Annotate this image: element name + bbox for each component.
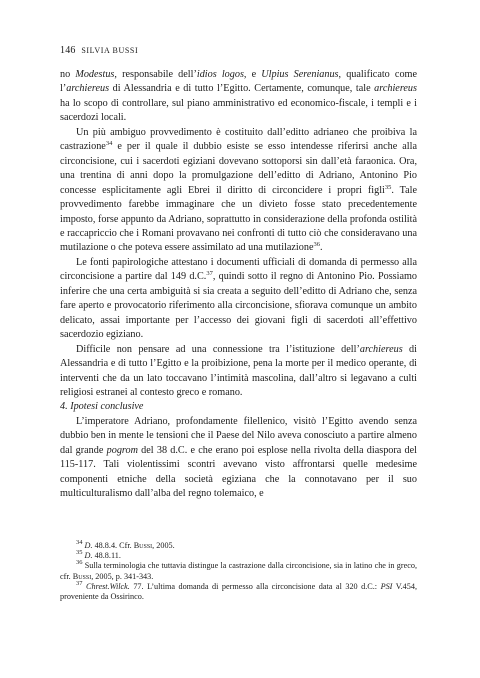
section-heading: 4. Ipotesi conclusive [60,401,144,413]
footnote [60,541,417,551]
italic-text: D. [84,541,93,550]
paragraph [60,343,417,401]
italic-text: Ulpius Serenianus [261,69,339,80]
footnote-ref: 36 [313,241,320,249]
text-run: V.454, proveniente da Ossirinco. [60,581,417,602]
italic-text: archiereus [66,83,110,95]
text-run: Difficile non pensare ad una connessione tra l’istituzione dell’ [76,343,360,355]
author-name: Bussi [72,571,92,581]
text-run: Un più ambiguo provvedimento è costituito dall’editto adrianeo che proibiva la castrazione [60,126,417,153]
text-run: Sulla terminologia che tuttavia distingue la castrazione dalla circoncisione, sia in latino che in greco, cfr. [60,561,417,581]
main-text [60,68,417,502]
text-run: Le fonti papirologiche attestano i documenti ufficiali di domanda di permesso alla circoncisione a partire dal 149 d.C. [60,256,417,283]
text-run: , qualificato come l’ [60,69,417,95]
text-run: ha lo scopo di controllare, sul piano amministrativo ed economico-fiscale, i templi e i sacerdozi locali. [60,97,417,124]
text-run: del 38 d.C. e che erano poi esplose nella rivolta della diaspora del 115-117. Tali violentissimi scontri avevano visto affrontarsi quelle medesime componenti etniche della società egiziana che la connotavano per il suo multiculturalismo dall’alba del regno tolemaico, e [60,444,417,500]
footnote-ref: 37 [76,579,83,587]
running-head-author: SILVIA BUSSI [81,46,139,55]
paragraph [60,68,417,126]
text-run: , quindi sotto il regno di Antonino Pio. Possiamo inferire che una certa ambiguità si sia creata a seguito dell’editto di Adriano che, senza fare aperto e provocatorio riferimento alla circoncisione, sfiorava comunque un ambito delicato, assai importante per l’accesso dei giovani figli di sacerdoti all’effettivo sacerdozio egiziano. [60,271,418,341]
text-run: L’imperatore Adriano, profondamente filellenico, visitò l’Egitto avendo senza dubbio ben in mente le tensioni che il Paese del Nilo aveva conosciuto a partire almeno dal grande [60,415,417,456]
footnote [60,579,417,602]
footnote-ref: 35 [384,183,392,191]
paragraph [60,126,417,256]
text-run: 48.8.4. Cfr. [92,541,134,550]
text-run: di Alessandria e di tutto l’Egitto e la proibizione, pena la morte per il medico operante, di interventi che da un lato toccavano l’intimità mascolina, dall’altro si legavano a culti religiosi estranei al contesto greco e romano. [60,343,417,398]
italic-text: D. [84,551,93,561]
footnote-ref: 34 [105,140,113,148]
text-run: 48.8.11. [92,551,121,561]
paragraph [60,415,417,502]
author-name: Bussi [133,541,153,550]
text-run: . Tale provvedimento farebbe immaginare che un divieto fosse stato precedentemente imposto, forse appunto da Adriano, soprattutto in considerazione della profonda ostilità e raccapriccio che i Romani provavano nei confronti di tutto ciò che consideravano una mutilazione o che poteva essere assimilato ad una mutilazione [60,184,418,254]
footnotes [60,541,417,602]
text-run: , 2005, p. 341-343. [91,571,154,581]
italic-text: Chrest.Wilck. [86,581,130,591]
footnote [60,551,417,561]
footnote-ref: 34 [76,539,83,546]
text-run: , 2005. [152,541,175,550]
text-run: e per il quale il dubbio esiste se esso intendesse riferirsi anche alla circoncisione, cui i sacerdoti egiziani dovevano sottoporsi sin dall’età faraonica. Ora, una trentina di anni dopo la promulgazione dell’editto di Adriano, Antonino Pio concesse esplicitamente agli Ebrei il diritto di circoncidere i propri figli [60,141,417,196]
italic-text: idios logos [196,69,244,80]
text-run: di Alessandria e di tutto l’Egitto. Certamente, comunque, tale [109,83,375,95]
running-header [60,45,138,56]
italic-text: pogrom [106,444,138,456]
text-run: , e [243,69,262,80]
text-run: 77. L’ultima domanda di permesso alla circoncisione data al 320 d.C.: [129,581,381,591]
footnote-ref: 37 [206,270,213,278]
paragraphs-before-heading [60,68,417,400]
footnote-ref: 35 [76,549,83,557]
italic-text: archiereus [359,343,403,355]
text-run: no [60,69,76,80]
page-number: 146 [60,45,76,56]
footnote-ref: 36 [76,559,83,567]
paragraph [60,256,417,343]
text-run: . [319,242,323,254]
footnote [60,561,417,581]
text-run: , responsabile dell’ [114,69,197,80]
italic-text: Modestus [75,69,115,80]
paragraphs-after-heading [60,415,417,502]
italic-text: PSI [380,581,393,591]
italic-text: archiereus [374,83,417,95]
